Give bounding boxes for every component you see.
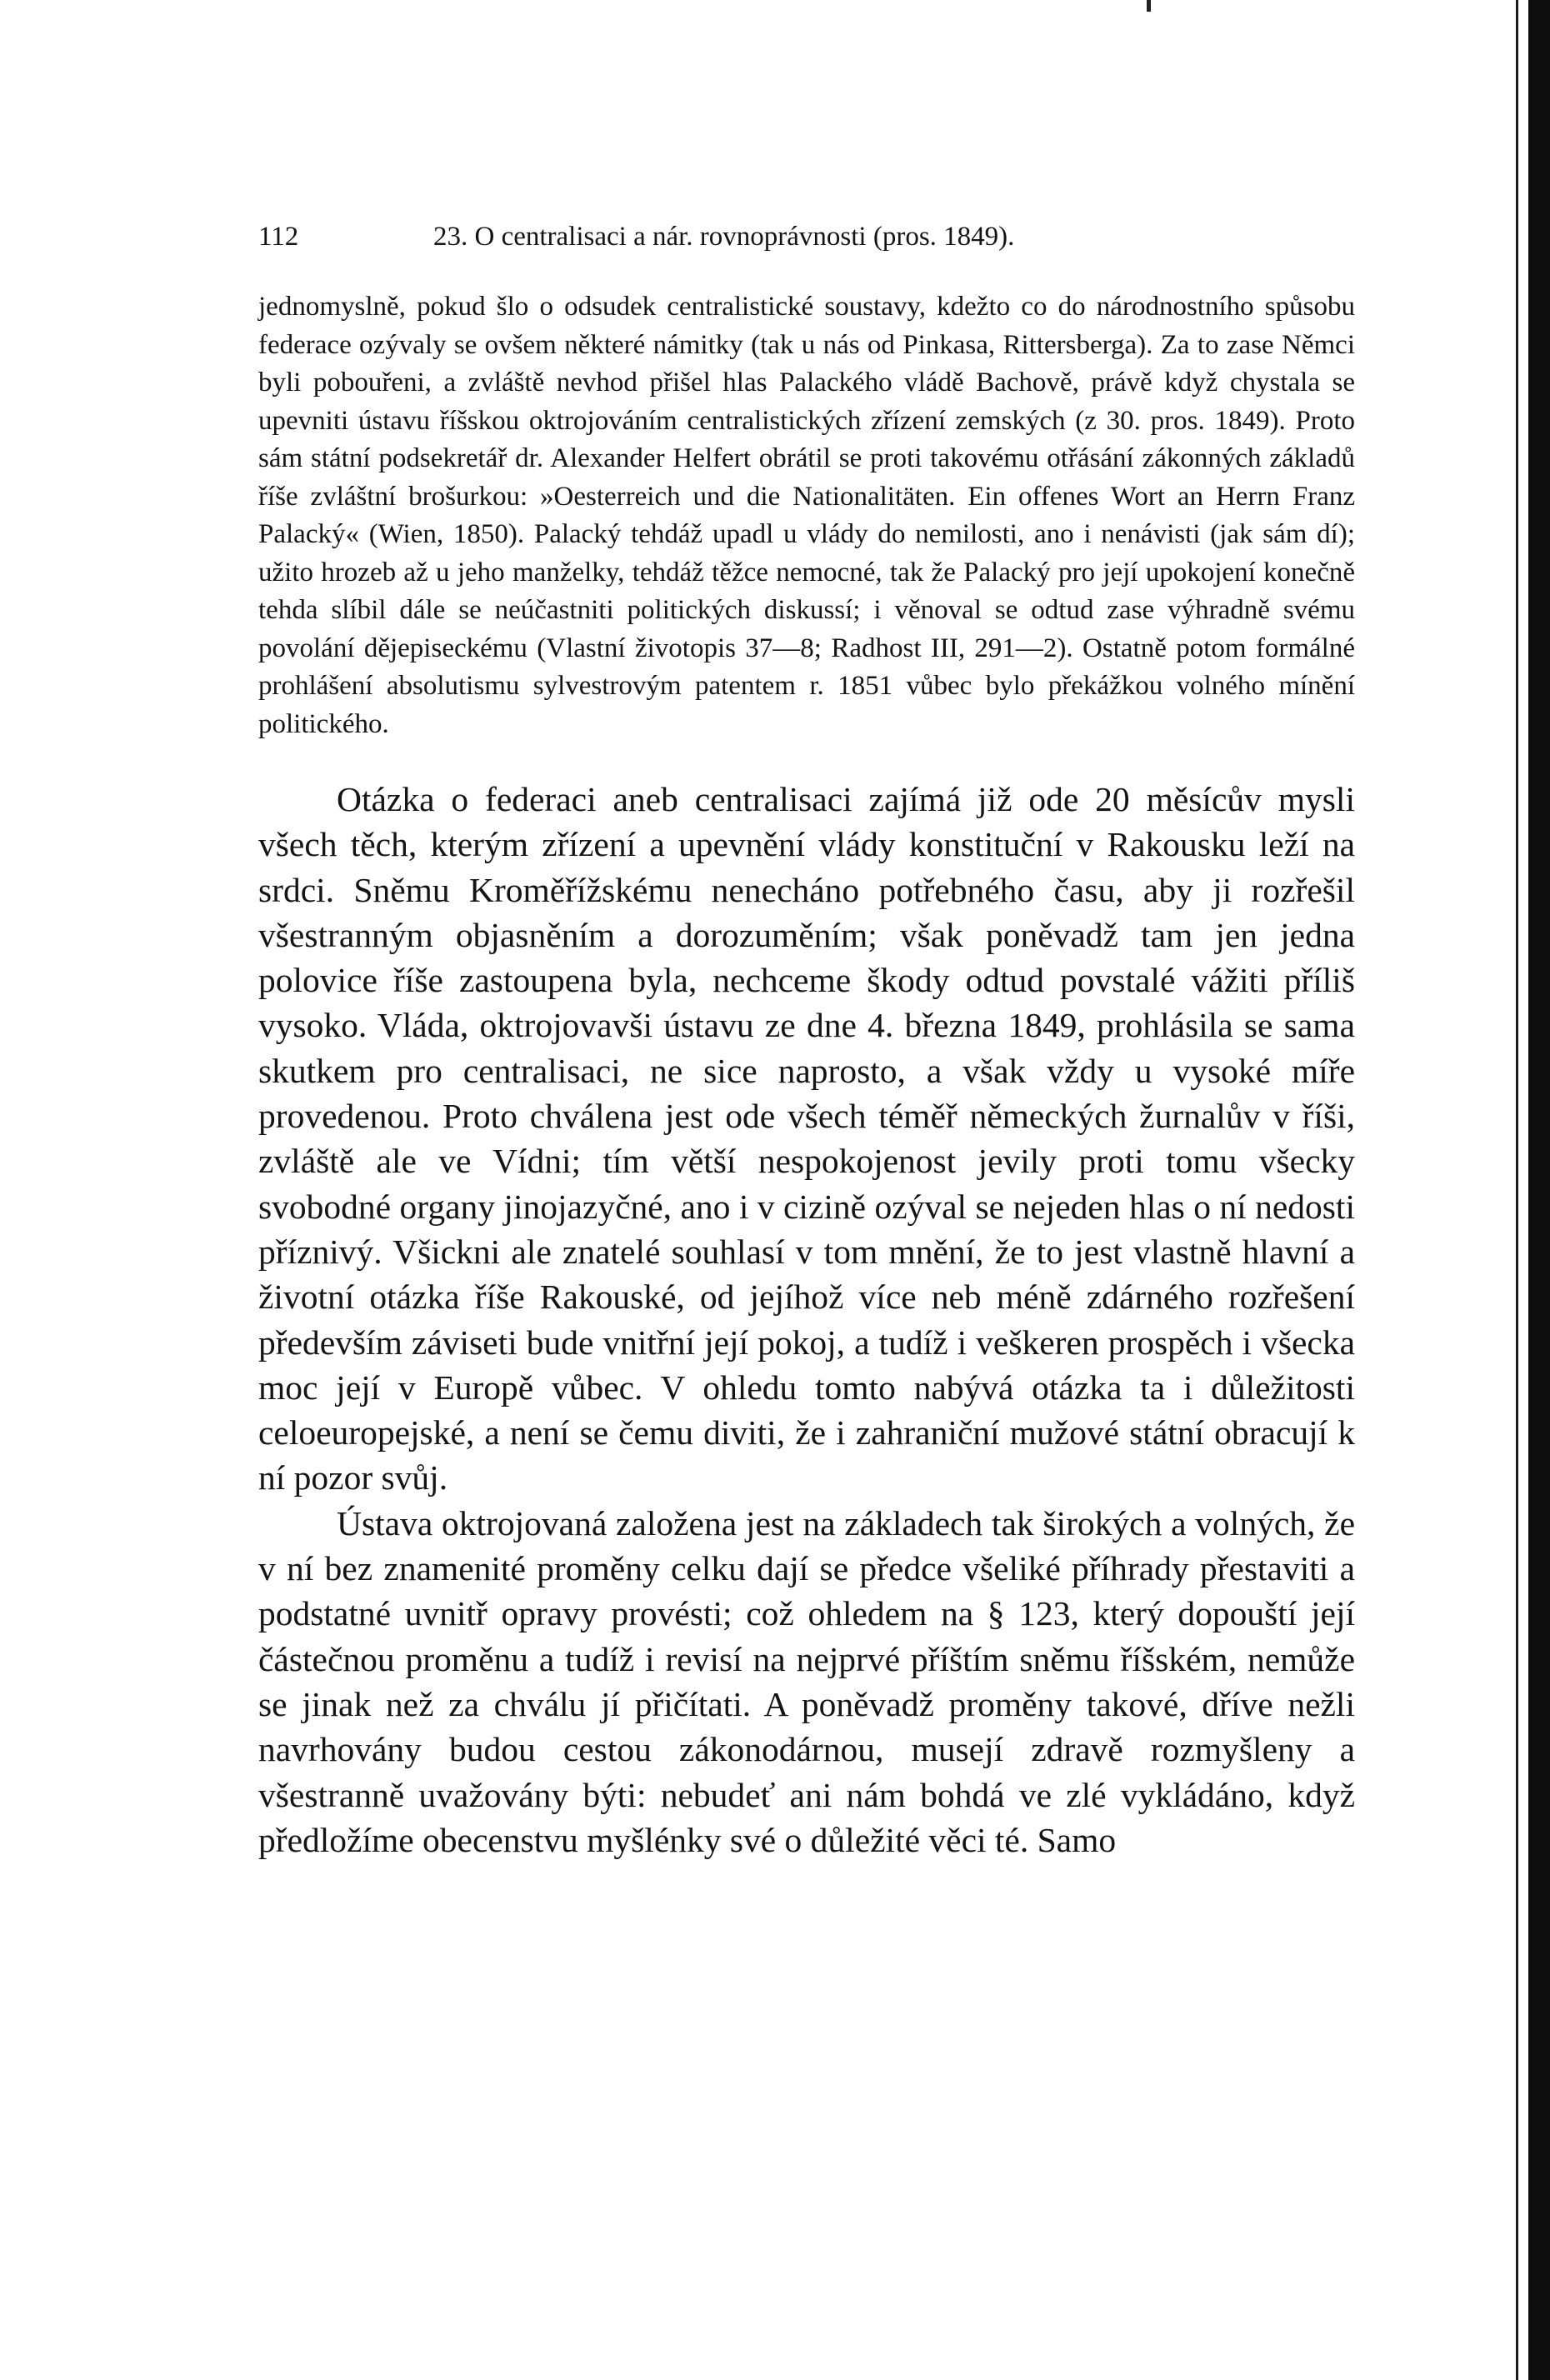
paragraph: Otázka o federaci aneb centralisaci zajímá již ode 20 měsícův mysli všech těch, kterým zřízení a upevnění vlády konstituční v Rakousku leží na srdci. Sněmu Kroměřížskému nenecháno potřebného času, aby ji rozřešil všestranným objasněním a dorozuměním; však poněvadž tam jen jedna polovice říše zastoupena byla, nechceme škody odtud povstalé vážiti příliš vysoko. Vláda, oktrojovavši ústavu ze dne 4. března 1849, prohlásila se sama skutkem pro centralisaci, ne sice naprosto, a však vždy u vysoké míře provedenou. Proto chválena jest ode všech téměř německých žurnalův v říši, zvláště ale ve Vídni; tím větší nespokojenost jevily proti tomu všecky svobodné organy jinojazyčné, ano i v cizině ozýval se nejeden hlas o ní nedosti příznivý. Všickni ale znatelé souhlasí v tom mnění, že to jest vlastně hlavní a životní otázka říše Rakouské, od jejíhož více neb méně zdárného rozřešení především záviseti bude vnitřní její pokoj, a tudíž i veškeren prospěch i všecka moc její v Europě vůbec. V ohledu tomto nabývá otázka ta i důležitosti celoeuropejské, a není se čemu diviti, že i zahraniční mužové státní obracují k ní pozor svůj. (258, 780, 1355, 1498)
main-text (258, 777, 1355, 1862)
book-page (258, 215, 1355, 1862)
paragraph: Ústava oktrojovaná založena jest na základech tak širokých a volných, že v ní bez znamenité proměny celku dají se předce všeliké příhrady přestaviti a podstatné uvnitř opravy provésti; což ohledem na § 123, který dopouští její částečnou proměnu a tudíž i revisí na nejprvé příštím sněmu říšském, nemůže se jinak než za chválu jí přičítati. A poněvadž proměny takové, dříve nežli navrhovány budou cestou zákonodárnou, musejí zdravě rozmyšleny a všestranně uvažovány býti: nebudeť ani nám bohdá ve zlé vykládáno, když předložíme obecenstvu myšlénky své o důležité věci té. Samo (258, 1503, 1355, 1859)
scan-border (1528, 0, 1550, 2380)
running-title: 23. O centralisaci a nár. rovnoprávnosti (pros. 1849). (433, 222, 1015, 252)
running-head (258, 215, 1355, 265)
footnote-text: jednomyslně, pokud šlo o odsudek centralistické soustavy, kdežto co do národnostního spůsobu federace ozývaly se ovšem některé námitky (tak u nás od Pinkasa, Rittersberga). Za to zase Němci byli pobouřeni, a zvláště nevhod přišel hlas Palackého vládě Bachově, právě když chystala se upevniti ústavu říšskou oktrojováním centralistických zřízení zemských (z 30. pros. 1849). Proto sám státní podsekretář dr. Alexander Helfert obrátil se proti takovému otřásání zákonných základů říše zvláštní brošurkou: »Oesterreich und die Nationalitäten. Ein offenes Wort an Herrn Franz Palacký« (Wien, 1850). Palacký tehdáž upadl u vlády do nemilosti, ano i nenávisti (jak sám dí); užito hrozeb až u jeho manželky, tehdáž těžce nemocné, tak že Palacký pro její upokojení konečně tehda slíbil dále se neúčastniti politických diskussí; i věnoval se odtud zase výhradně svému povolání dějepiseckému (Vlastní životopis 37—8; Radhost III, 291—2). Ostatně potom formálné prohlášení absolutismu sylvestrovým patentem r. 1851 vůbec bylo překážkou volného mínění politického. (258, 292, 1355, 739)
page-number: 112 (258, 222, 299, 252)
scan-border-line (1516, 0, 1518, 2380)
scan-speck (1147, 0, 1151, 12)
